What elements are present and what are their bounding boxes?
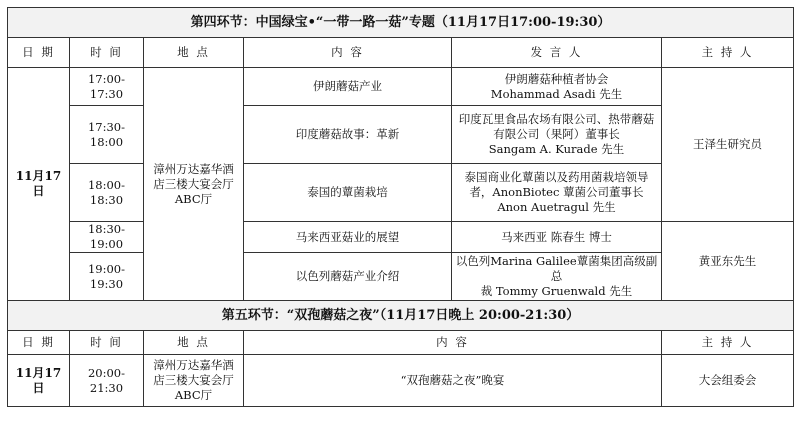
row-time: 17:00-17:30 [70,68,144,106]
header-venue: 地 点 [144,38,244,68]
header-venue: 地 点 [144,331,244,355]
row-content: 以色列蘑菇产业介绍 [244,253,452,301]
venue-line: ABC厅 [174,191,213,206]
row-time: 17:30-18:00 [70,106,144,164]
section4-date: 11月17日 [8,68,70,301]
speaker-line: 印度瓦里食品农场有限公司、热带蘑菇 [458,112,655,126]
speaker-line: Mohammad Asadi 先生 [490,86,623,101]
venue-line: 店三楼大宴会厅 [153,176,234,191]
section4-venue [144,68,244,301]
speaker-line: 以色列Marina Galilee蕈菌集团高级副总 [455,254,658,283]
speaker-line: 伊朗蘑菇种植者协会 [504,71,609,86]
header-content: 内 容 [244,331,662,355]
header-host: 主 持 人 [662,38,794,68]
speaker-line: 马来西亚 陈春生 博士 [501,229,612,244]
header-date: 日 期 [8,38,70,68]
row-content: 印度蘑菇故事：革新 [244,106,452,164]
header-date: 日 期 [8,331,70,355]
speaker-line: 者，AnonBiotec 蕈菌公司董事长 [469,185,644,199]
row-time: 18:30-19:00 [70,222,144,253]
row-speaker [452,68,662,106]
row-content: 马来西亚菇业的展望 [244,222,452,253]
row-content: 泰国的蕈菌栽培 [244,164,452,222]
section5-host: 大会组委会 [662,355,794,407]
speaker-line: Anon Auetragul 先生 [497,200,616,214]
venue-line: 漳州万达嘉华酒 [153,161,234,176]
header-content: 内 容 [244,38,452,68]
header-time: 时 间 [70,331,144,355]
schedule-table [7,7,794,407]
row-content: 伊朗蘑菇产业 [244,68,452,106]
header-speaker: 发 言 人 [452,38,662,68]
venue-line: ABC厅 [174,388,213,402]
row-speaker [452,106,662,164]
venue-line: 漳州万达嘉华酒 [153,358,234,372]
section5-title: 第五环节：“双孢蘑菇之夜”（11月17日晚上 20:00-21:30） [8,301,794,331]
row-speaker [452,222,662,253]
section5-content: “双孢蘑菇之夜”晚宴 [244,355,662,407]
row-time: 19:00-19:30 [70,253,144,301]
section4-title: 第四环节：中国绿宝•“一带一路一菇”专题（11月17日17:00-19:30） [8,8,794,38]
speaker-line: 裁 Tommy Gruenwald 先生 [480,284,633,298]
host-cell: 王泽生研究员 [662,68,794,222]
section5-venue [144,355,244,407]
row-time: 18:00-18:30 [70,164,144,222]
venue-line: 店三楼大宴会厅 [153,373,234,387]
section5-date: 11月17日 [8,355,70,407]
speaker-line: Sangam A. Kurade 先生 [488,142,625,156]
section5-time: 20:00-21:30 [70,355,144,407]
row-speaker [452,164,662,222]
host-cell: 黄亚东先生 [662,222,794,301]
header-time: 时 间 [70,38,144,68]
speaker-line: 泰国商业化蕈菌以及药用菌栽培领导 [464,170,649,184]
speaker-line: 有限公司（果阿）董事长 [493,127,620,141]
row-speaker [452,253,662,301]
header-host: 主 持 人 [662,331,794,355]
